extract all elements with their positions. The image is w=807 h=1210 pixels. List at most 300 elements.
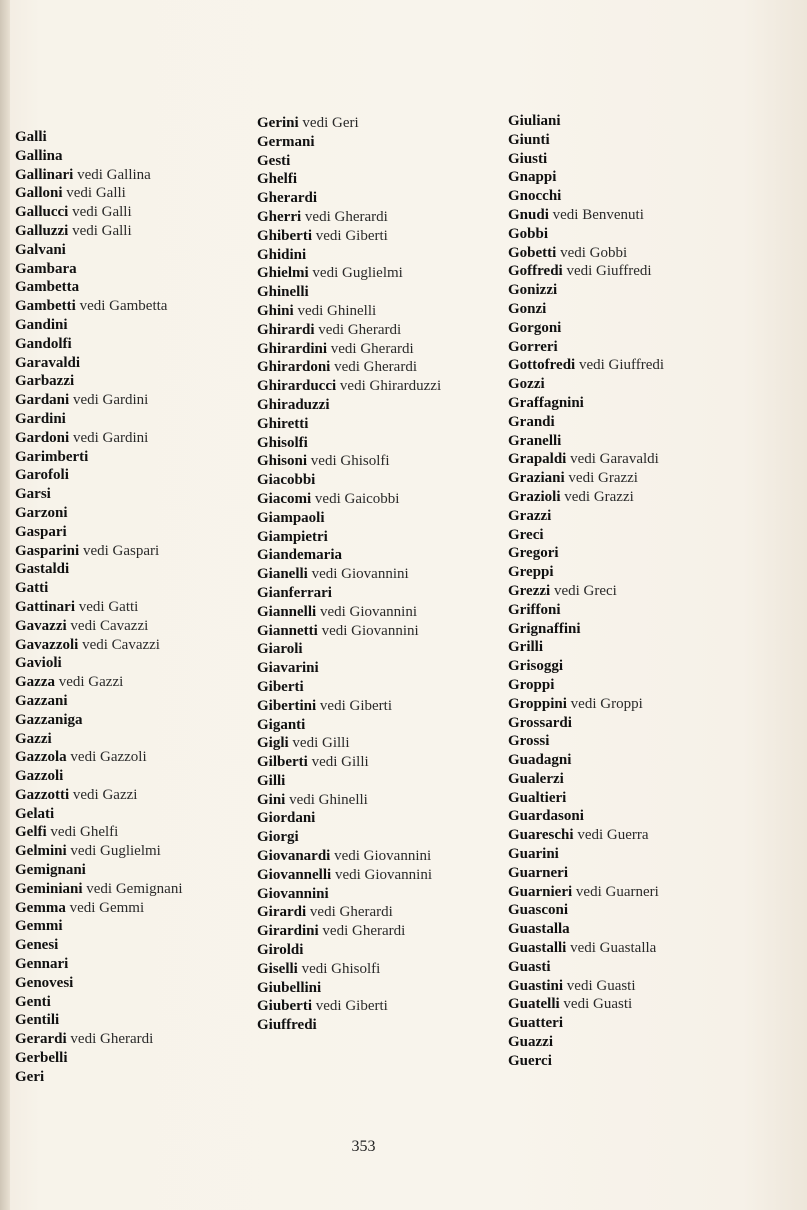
surname-entry: [15, 899, 183, 918]
surname-entry: [15, 786, 183, 805]
surname-entry: [508, 394, 664, 413]
surname: Giacobbi: [257, 472, 316, 489]
cross-reference: vedi Groppi: [570, 695, 643, 712]
surname: Ghirardi: [257, 321, 315, 338]
surname: Guarnieri: [508, 883, 573, 900]
surname-entry: [257, 847, 477, 866]
surname: Giannelli: [257, 603, 317, 620]
surname: Guatelli: [508, 996, 560, 1013]
cross-reference: vedi Cavazzi: [82, 636, 160, 653]
surname: Gazzi: [15, 730, 52, 747]
surname-entry: [257, 528, 477, 547]
surname-entry: [15, 278, 183, 297]
surname: Geminiani: [15, 880, 83, 897]
surname-entry: [257, 133, 477, 152]
surname-entry: [257, 283, 477, 302]
surname: Gozzi: [508, 376, 545, 393]
surname-entry: [15, 128, 183, 147]
cross-reference: vedi Gatti: [78, 598, 139, 615]
surname: Gavioli: [15, 655, 62, 672]
surname: Gini: [257, 791, 286, 808]
surname-entry: [257, 189, 477, 208]
surname-entry: [257, 622, 477, 641]
surname-entry: [257, 565, 477, 584]
surname: Giacomi: [257, 490, 312, 507]
surname-entry: [15, 673, 183, 692]
surname: Galloni: [15, 185, 63, 202]
cross-reference: vedi Grazzi: [568, 470, 638, 487]
surname-entry: [508, 526, 664, 545]
surname: Gerbelli: [15, 1050, 68, 1067]
surname-entry: [508, 977, 664, 996]
surname-entry: [15, 711, 183, 730]
surname-entry: [257, 716, 477, 735]
surname-entry: [15, 354, 183, 373]
surname-entry: [15, 654, 183, 673]
surname-entry: [508, 544, 664, 563]
cross-reference: vedi Guasti: [563, 996, 633, 1013]
surname: Gardoni: [15, 429, 70, 446]
surname-entry: [508, 225, 664, 244]
surname: Gilberti: [257, 754, 308, 771]
surname-entry: [508, 131, 664, 150]
cross-reference: vedi Galli: [72, 204, 132, 221]
surname-entry: [15, 203, 183, 222]
surname-entry: [257, 1016, 477, 1035]
surname-entry: [257, 960, 477, 979]
cross-reference: vedi Gobbi: [560, 244, 628, 261]
cross-reference: vedi Giovannini: [311, 566, 409, 583]
surname-entry: [15, 542, 183, 561]
surname: Gaspari: [15, 523, 67, 540]
cross-reference: vedi Gilli: [292, 735, 350, 752]
surname: Guastini: [508, 977, 564, 994]
surname: Gregori: [508, 545, 559, 562]
surname-entry: [508, 807, 664, 826]
surname-entry: [508, 206, 664, 225]
surname: Gonzi: [508, 300, 547, 317]
surname: Galli: [15, 129, 47, 145]
surname: Gherri: [257, 208, 302, 225]
surname-entry: [15, 730, 183, 749]
surname: Ghidini: [257, 246, 307, 263]
surname-entry: [15, 955, 183, 974]
surname: Guerci: [508, 1052, 552, 1069]
surname-entry: [257, 903, 477, 922]
surname: Grazioli: [508, 488, 561, 505]
surname-entry: [508, 112, 664, 131]
cross-reference: vedi Gherardi: [334, 359, 417, 376]
surname: Guadagni: [508, 752, 572, 769]
cross-reference: vedi Gherardi: [309, 904, 393, 921]
surname-entry: [257, 415, 477, 434]
surname: Guarneri: [508, 864, 568, 881]
surname-entry: [15, 842, 183, 861]
surname-entry: [15, 166, 183, 185]
surname-entry: [508, 187, 664, 206]
surname-entry: [15, 429, 183, 448]
surname-entry: [508, 845, 664, 864]
surname-entry: [15, 598, 183, 617]
cross-reference: vedi Giuffredi: [566, 263, 652, 280]
surname-entry: [257, 358, 477, 377]
surname-entry: [508, 770, 664, 789]
surname-entry: [257, 227, 477, 246]
surname-entry: [508, 732, 664, 751]
surname: Groppi: [508, 676, 555, 693]
surname-entry: [508, 300, 664, 319]
surname: Giorgi: [257, 829, 299, 846]
surname: Gastaldi: [15, 561, 70, 578]
surname: Gandini: [15, 316, 68, 333]
surname: Gnudi: [508, 206, 549, 223]
surname-entry: [508, 338, 664, 357]
surname: Ghiberti: [257, 227, 312, 244]
surname-entry: [508, 281, 664, 300]
surname-entry: [257, 452, 477, 471]
surname-entry: [15, 372, 183, 391]
surname: Grandi: [508, 413, 555, 430]
surname-entry: [508, 657, 664, 676]
surname: Giordani: [257, 810, 316, 827]
surname: Grapaldi: [508, 451, 567, 468]
surname-entry: [257, 791, 477, 810]
surname: Gambara: [15, 260, 77, 277]
surname-entry: [508, 883, 664, 902]
surname-entry: [15, 880, 183, 899]
surname-entry: [257, 922, 477, 941]
surname-entry: [15, 184, 183, 203]
surname: Giuberti: [257, 998, 312, 1015]
surname-entry: [257, 546, 477, 565]
surname: Gerardi: [15, 1031, 67, 1048]
surname: Gatti: [15, 580, 49, 597]
surname: Guarini: [508, 846, 559, 863]
cross-reference: vedi Gherardi: [318, 321, 402, 338]
surname-entry: [257, 979, 477, 998]
surname-entry: [15, 917, 183, 936]
surname: Gambetti: [15, 298, 76, 315]
surname-entry: [257, 396, 477, 415]
cross-reference: vedi Gaicobbi: [314, 490, 400, 507]
surname: Graziani: [508, 470, 565, 487]
surname: Ghirardini: [257, 340, 328, 357]
surname-entry: [257, 509, 477, 528]
cross-reference: vedi Ghirarduzzi: [339, 378, 442, 395]
surname: Graffagnini: [508, 394, 584, 411]
surname: Garbazzi: [15, 373, 75, 390]
surname-entry: [257, 471, 477, 490]
surname: Gennari: [15, 956, 69, 973]
surname-entry: [15, 504, 183, 523]
surname-entry: [257, 697, 477, 716]
surname: Girardi: [257, 904, 307, 921]
cross-reference: vedi Guarneri: [575, 883, 659, 900]
surname: Grossardi: [508, 714, 572, 731]
surname-entry: [508, 714, 664, 733]
surname: Garsi: [15, 486, 51, 503]
surname: Ghisoni: [257, 453, 308, 470]
surname-entry: [257, 659, 477, 678]
surname: Gattinari: [15, 598, 75, 615]
cross-reference: vedi Ghisolfi: [310, 453, 390, 470]
surname-entry: [15, 448, 183, 467]
surname: Gallina: [15, 147, 63, 164]
surname-entry: [508, 450, 664, 469]
surname: Gambetta: [15, 279, 80, 296]
surname: Gnocchi: [508, 188, 562, 205]
surname-column-3: [508, 112, 664, 1071]
surname-entry: [508, 864, 664, 883]
surname: Giuliani: [508, 113, 561, 129]
surname-entry: [257, 866, 477, 885]
surname-entry: [15, 560, 183, 579]
cross-reference: vedi Gazzoli: [70, 749, 147, 766]
surname-entry: [257, 114, 477, 133]
cross-reference: vedi Gallina: [77, 166, 151, 183]
surname: Griffoni: [508, 601, 561, 618]
surname-entry: [15, 805, 183, 824]
surname-entry: [15, 861, 183, 880]
cross-reference: vedi Giovannini: [321, 622, 419, 639]
surname: Ghinelli: [257, 284, 309, 301]
surname: Granelli: [508, 432, 562, 449]
surname-entry: [15, 636, 183, 655]
surname-entry: [257, 170, 477, 189]
surname: Grossi: [508, 733, 550, 750]
surname-entry: [15, 823, 183, 842]
surname: Giovannelli: [257, 866, 332, 883]
surname-entry: [508, 582, 664, 601]
surname: Gentili: [15, 1012, 60, 1029]
surname: Garavaldi: [15, 354, 81, 371]
surname: Ghielmi: [257, 265, 309, 282]
cross-reference: vedi Ghinelli: [289, 791, 368, 808]
cross-reference: vedi Greci: [553, 582, 617, 599]
surname: Gallinari: [15, 166, 74, 183]
cross-reference: vedi Giuffredi: [578, 357, 665, 374]
surname: Grilli: [508, 639, 543, 656]
surname: Ghisolfi: [257, 434, 308, 451]
surname-entry: [15, 297, 183, 316]
surname-entry: [15, 410, 183, 429]
surname-entry: [15, 260, 183, 279]
surname-entry: [508, 413, 664, 432]
cross-reference: vedi Guastalla: [570, 940, 657, 957]
surname: Gemma: [15, 899, 66, 916]
page-number: 353: [351, 1138, 376, 1155]
cross-reference: vedi Guglielmi: [70, 843, 161, 860]
surname: Guasti: [508, 958, 551, 975]
surname-entry: [508, 995, 664, 1014]
surname-entry: [15, 692, 183, 711]
cross-reference: vedi Ghisolfi: [301, 960, 381, 977]
surname: Garofoli: [15, 467, 69, 484]
surname-entry: [257, 490, 477, 509]
surname: Gherardi: [257, 190, 317, 207]
cross-reference: vedi Galli: [66, 185, 126, 202]
surname: Gualerzi: [508, 770, 564, 787]
surname-entry: [508, 695, 664, 714]
surname-entry: [508, 1014, 664, 1033]
surname: Ghirarducci: [257, 378, 337, 395]
surname-entry: [508, 620, 664, 639]
surname-entry: [257, 584, 477, 603]
surname-entry: [257, 997, 477, 1016]
surname-entry: [15, 222, 183, 241]
surname: Genesi: [15, 937, 59, 954]
surname: Gigli: [257, 735, 289, 752]
surname: Guatteri: [508, 1015, 563, 1032]
cross-reference: vedi Gilli: [311, 754, 369, 771]
cross-reference: vedi Geri: [302, 115, 359, 131]
cross-reference: vedi Garavaldi: [570, 451, 659, 468]
surname: Gobetti: [508, 244, 557, 261]
cross-reference: vedi Benvenuti: [552, 206, 644, 223]
surname: Guastalli: [508, 940, 567, 957]
surname-entry: [15, 767, 183, 786]
surname-entry: [508, 826, 664, 845]
surname-entry: [257, 603, 477, 622]
cross-reference: vedi Gemignani: [86, 880, 183, 897]
surname: Giaroli: [257, 641, 303, 658]
surname-entry: [257, 941, 477, 960]
surname-entry: [257, 152, 477, 171]
surname-entry: [257, 753, 477, 772]
surname-entry: [508, 789, 664, 808]
surname: Gottofredi: [508, 357, 576, 374]
surname: Giovanardi: [257, 848, 331, 865]
surname: Girardini: [257, 923, 319, 940]
cross-reference: vedi Gardini: [72, 429, 149, 446]
surname-entry: [15, 579, 183, 598]
surname-entry: [508, 244, 664, 263]
surname-entry: [508, 751, 664, 770]
surname-entry: [508, 262, 664, 281]
surname: Gonizzi: [508, 282, 558, 299]
surname: Gorgoni: [508, 319, 562, 336]
cross-reference: vedi Giberti: [315, 227, 388, 244]
surname: Gelfi: [15, 824, 47, 841]
surname: Greci: [508, 526, 544, 543]
surname-column-1: [15, 128, 183, 1087]
surname: Gavazzoli: [15, 636, 79, 653]
surname: Ghini: [257, 302, 294, 319]
surname: Giovannini: [257, 885, 329, 902]
surname: Gazza: [15, 674, 55, 691]
surname-entry: [508, 319, 664, 338]
surname: Giubellini: [257, 979, 322, 996]
surname: Gazzotti: [15, 786, 70, 803]
surname: Grisoggi: [508, 658, 563, 675]
surname: Guasconi: [508, 902, 569, 919]
surname-entry: [257, 640, 477, 659]
surname-entry: [508, 958, 664, 977]
surname: Giroldi: [257, 942, 304, 959]
surname: Giberti: [257, 678, 304, 695]
surname-entry: [257, 377, 477, 396]
surname-entry: [15, 241, 183, 260]
surname: Guareschi: [508, 827, 574, 844]
surname-entry: [508, 432, 664, 451]
surname: Giampietri: [257, 528, 328, 545]
cross-reference: vedi Giovannini: [334, 866, 433, 883]
cross-reference: vedi Gaspari: [82, 542, 160, 559]
surname: Gardini: [15, 410, 66, 427]
surname: Giusti: [508, 150, 548, 167]
cross-reference: vedi Giovannini: [319, 603, 418, 620]
surname-entry: [257, 246, 477, 265]
surname-entry: [15, 974, 183, 993]
surname-entry: [508, 563, 664, 582]
surname: Guastalla: [508, 921, 570, 938]
surname-entry: [508, 1052, 664, 1071]
surname-entry: [15, 1049, 183, 1068]
surname: Giganti: [257, 716, 306, 733]
surname: Giavarini: [257, 660, 319, 677]
cross-reference: vedi Guerra: [577, 827, 649, 844]
surname-entry: [508, 168, 664, 187]
cross-reference: vedi Ghelfi: [50, 824, 119, 841]
surname: Genovesi: [15, 974, 74, 991]
surname: Ghiretti: [257, 415, 309, 432]
surname: Guazzi: [508, 1034, 553, 1051]
surname: Gilli: [257, 772, 286, 789]
cross-reference: vedi Gherardi: [304, 208, 388, 225]
surname: Gavazzi: [15, 617, 67, 634]
surname: Greppi: [508, 564, 554, 581]
surname-entry: [508, 356, 664, 375]
surname-entry: [508, 901, 664, 920]
surname: Gualtieri: [508, 789, 567, 806]
surname: Grazzi: [508, 507, 552, 524]
surname: Gemignani: [15, 862, 86, 879]
surname-entry: [15, 391, 183, 410]
surname-entry: [257, 678, 477, 697]
cross-reference: vedi Gherardi: [330, 340, 414, 357]
surname: Gelati: [15, 805, 55, 822]
surname: Gasparini: [15, 542, 80, 559]
surname: Gianferrari: [257, 584, 332, 601]
cross-reference: vedi Cavazzi: [70, 617, 149, 634]
surname-entry: [508, 375, 664, 394]
surname: Gazzaniga: [15, 711, 83, 728]
surname-entry: [257, 809, 477, 828]
surname-entry: [15, 936, 183, 955]
cross-reference: vedi Ghinelli: [297, 302, 377, 319]
surname-entry: [508, 488, 664, 507]
page-gutter-shadow: [0, 0, 10, 1210]
surname-entry: [15, 485, 183, 504]
surname-entry: [508, 676, 664, 695]
surname-entry: [257, 434, 477, 453]
surname-entry: [257, 321, 477, 340]
surname: Gorreri: [508, 338, 558, 355]
surname-entry: [257, 885, 477, 904]
surname-entry: [15, 466, 183, 485]
surname: Goffredi: [508, 263, 563, 280]
surname: Gazzani: [15, 692, 68, 709]
cross-reference: vedi Gherardi: [322, 923, 406, 940]
cross-reference: vedi Gemmi: [69, 899, 145, 916]
surname: Gianelli: [257, 566, 308, 583]
cross-reference: vedi Guglielmi: [312, 265, 403, 282]
cross-reference: vedi Gardini: [72, 392, 149, 409]
surname-entry: [15, 1068, 183, 1087]
surname-entry: [15, 1011, 183, 1030]
surname-entry: [257, 734, 477, 753]
surname: Gazzola: [15, 749, 67, 766]
